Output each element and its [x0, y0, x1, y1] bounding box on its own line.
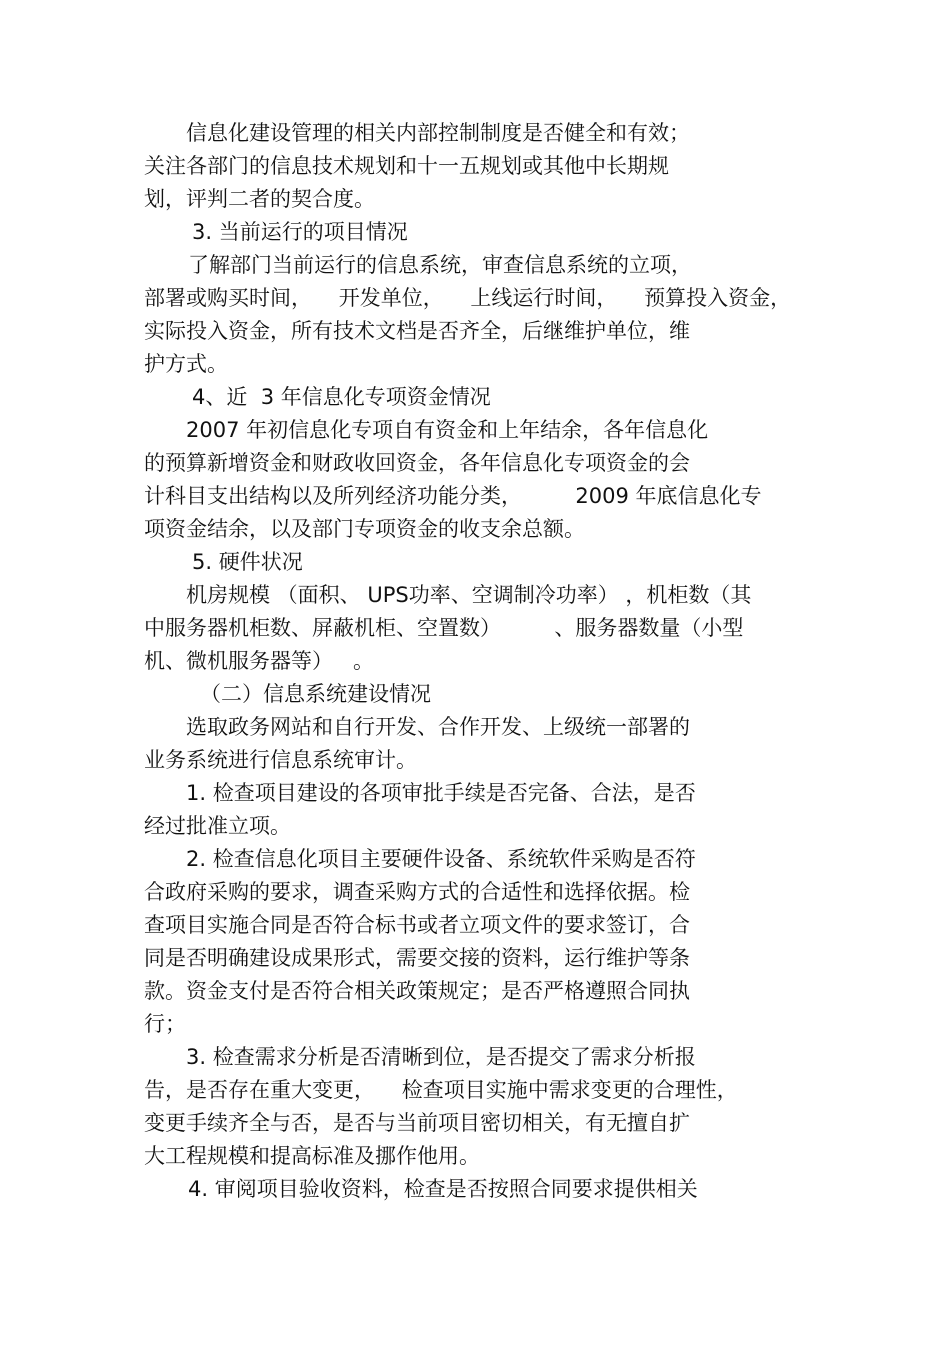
section-heading: 4、近 3 年信息化专项资金情况: [192, 385, 491, 409]
text-line: 护方式。: [144, 352, 228, 376]
text-line: 1. 检查项目建设的各项审批手续是否完备、合法，是否: [186, 781, 696, 805]
text-line: 经过批准立项。: [144, 814, 291, 838]
text-line: 中服务器机柜数、屏蔽机柜、空置数） 、服务器数量（小型: [144, 616, 744, 640]
text-line: 查项目实施合同是否符合标书或者立项文件的要求签订，合: [144, 913, 690, 937]
text-line: 2007 年初信息化专项自有资金和上年结余，各年信息化: [186, 418, 709, 442]
text-line: 部署或购买时间， 开发单位， 上线运行时间， 预算投入资金，: [144, 286, 792, 310]
text-line: 3. 检查需求分析是否清晰到位，是否提交了需求分析报: [186, 1045, 696, 1069]
section-heading: 3. 当前运行的项目情况: [192, 220, 408, 244]
text-line: 2. 检查信息化项目主要硬件设备、系统软件采购是否符: [186, 847, 696, 871]
text-line: 信息化建设管理的相关内部控制制度是否健全和有效；: [186, 121, 690, 145]
text-line: 机房规模 （面积、 UPS功率、空调制冷功率） ，机柜数（其: [186, 583, 752, 607]
text-line: 计科目支出结构以及所列经济功能分类， 2009 年底信息化专: [144, 484, 762, 508]
text-line: 的预算新增资金和财政收回资金，各年信息化专项资金的会: [144, 451, 690, 475]
text-line: 告，是否存在重大变更， 检查项目实施中需求变更的合理性，: [144, 1078, 738, 1102]
text-line: 了解部门当前运行的信息系统，审查信息系统的立项，: [188, 253, 692, 277]
section-heading: 5. 硬件状况: [192, 550, 303, 574]
text-line: 4. 审阅项目验收资料，检查是否按照合同要求提供相关: [188, 1177, 698, 1201]
text-line: 机、微机服务器等） 。: [144, 649, 375, 673]
text-line: 变更手续齐全与否，是否与当前项目密切相关，有无擅自扩: [144, 1111, 690, 1135]
text-line: 行；: [144, 1012, 186, 1036]
text-line: 业务系统进行信息系统审计。: [144, 748, 417, 772]
text-line: 划，评判二者的契合度。: [144, 187, 375, 211]
text-line: 款。资金支付是否符合相关政策规定；是否严格遵照合同执: [144, 979, 690, 1003]
text-line: 选取政务网站和自行开发、合作开发、上级统一部署的: [186, 715, 690, 739]
section-heading: （二）信息系统建设情况: [200, 682, 431, 706]
text-line: 同是否明确建设成果形式，需要交接的资料，运行维护等条: [144, 946, 690, 970]
text-line: 合政府采购的要求，调查采购方式的合适性和选择依据。检: [144, 880, 690, 904]
text-line: 实际投入资金，所有技术文档是否齐全，后继维护单位，维: [144, 319, 690, 343]
text-line: 大工程规模和提高标准及挪作他用。: [144, 1144, 480, 1168]
text-line: 项资金结余，以及部门专项资金的收支余总额。: [144, 517, 585, 541]
text-line: 关注各部门的信息技术规划和十一五规划或其他中长期规: [144, 154, 669, 178]
